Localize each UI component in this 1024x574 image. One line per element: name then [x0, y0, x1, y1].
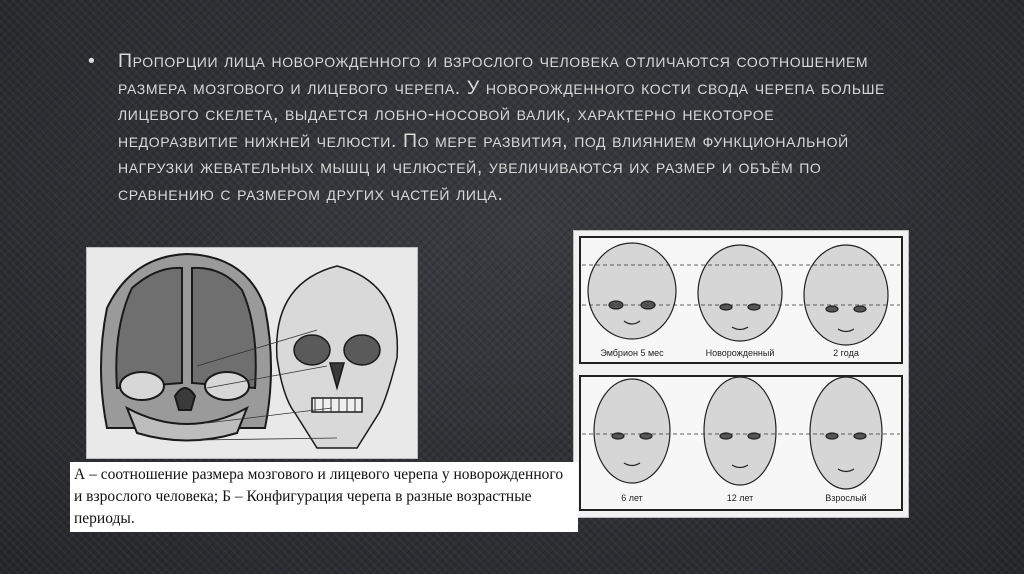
label-newborn: Новорожденный: [705, 348, 775, 358]
label-embryo: Эмбрион 5 мес: [600, 348, 664, 358]
label-adult: Взрослый: [825, 493, 867, 503]
skull-comparison-illustration: [87, 248, 417, 458]
bullet-icon: •: [88, 50, 96, 72]
twelve-year-head: [704, 377, 776, 485]
label-twelve-years: 12 лет: [726, 493, 754, 503]
age-heads-illustration: [574, 231, 908, 517]
adult-head: [810, 377, 882, 489]
main-paragraph: Пропорции лица новорожденного и взрослого человека отличаются соотношением размера мозгового и лицевого черепа. У новорожденного кости свода черепа больше лицевого скелета, выдается лобно-носовой валик, характерно некоторое недоразвитие нижней челюсти. По мере развития, под влиянием функциональной нагрузки жевательных мышц и челюстей, увеличиваются их размер и объём по сравнению с размером других частей лица.: [118, 50, 885, 205]
label-two-years: 2 года: [833, 348, 859, 358]
newborn-head: [698, 245, 782, 341]
label-six-years: 6 лет: [621, 493, 643, 503]
skull-comparison-figure: [86, 247, 418, 459]
six-year-head: [594, 379, 670, 483]
age-heads-figure: [573, 230, 909, 518]
two-year-head: [804, 245, 888, 345]
embryo-head: [588, 243, 676, 339]
figure-caption: А – соотношение размера мозгового и лицевого черепа у новорожденного и взрослого человека; Б – Конфигурация черепа в разные возрастные периоды.: [70, 462, 578, 532]
newborn-skull-drawing: [101, 254, 271, 441]
main-bullet: [88, 48, 888, 207]
